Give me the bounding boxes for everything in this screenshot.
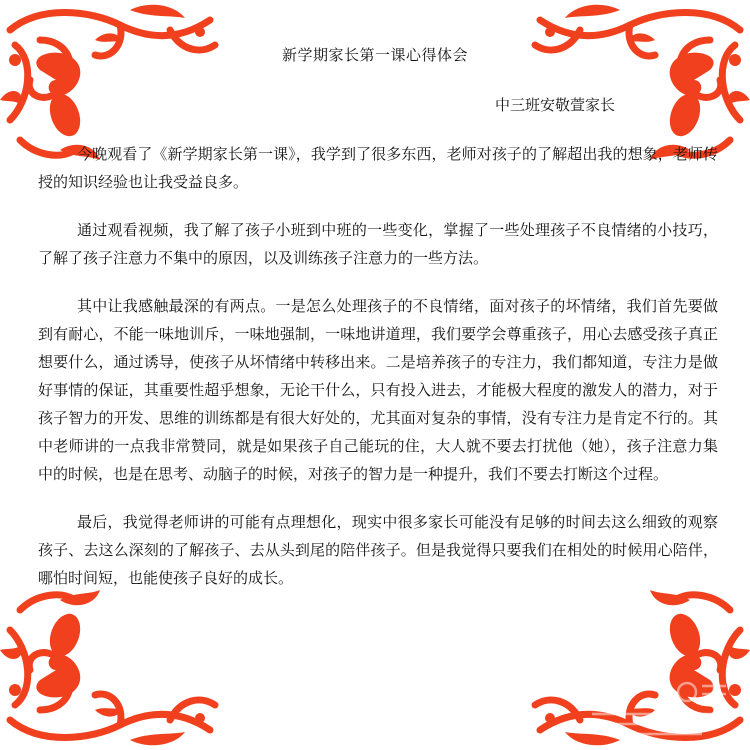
paragraph: 通过观看视频，我了解了孩子小班到中班的一些变化，掌握了一些处理孩子不良情绪的小技巧，了解了孩子注意力不集中的原因，以及训练孩子注意力的一些方法。 — [38, 221, 718, 267]
paragraph: 今晚观看了《新学期家长第一课》，我学到了很多东西，老师对孩子的了解超出我的想象，老师传授的知识经验也让我受益良多。 — [38, 145, 718, 191]
document-title: 新学期家长第一课心得体会 — [281, 46, 468, 64]
watermark-logo-icon — [572, 672, 742, 742]
paragraph: 其中让我感触最深的有两点。一是怎么处理孩子的不良情绪，面对孩子的坏情绪，我们首先要做到有耐心，不能一味地训斥，一味地强制，一味地讲道理，我们要学会尊重孩子，用心去感受孩子真正想要什么，通过诱导，使孩子从坏情绪中转移出来。二是培养孩子的专注力，我们都知道，专注力是做好事情的保证，其重要性超乎想象，无论干什么，只有投入进去，才能极大程度的激发人的潜力，对于孩子智力的开发、思维的训练都是有很大好处的，尤其面对复杂的事情，没有专注力是肯定不行的。其中老师讲的一点我非常赞同，就是如果孩子自己能玩的住，大人就不要去打扰他（她），孩子注意力集中的时候，也是在思考、动脑子的时候，对孩子的智力是一种提升，我们不要去打断这个过程。 — [38, 297, 718, 483]
paragraph: 最后，我觉得老师讲的可能有点理想化，现实中很多家长可能没有足够的时间去这么细致的观察孩子、去这么深刻的了解孩子、去从头到尾的陪伴孩子。但是我觉得只要我们在相处的时候用心陪伴，哪怕时间短，也能使孩子良好的成长。 — [38, 513, 718, 587]
document-body — [38, 140, 718, 612]
author-signature: 中三班安敬萱家长 — [494, 96, 615, 114]
